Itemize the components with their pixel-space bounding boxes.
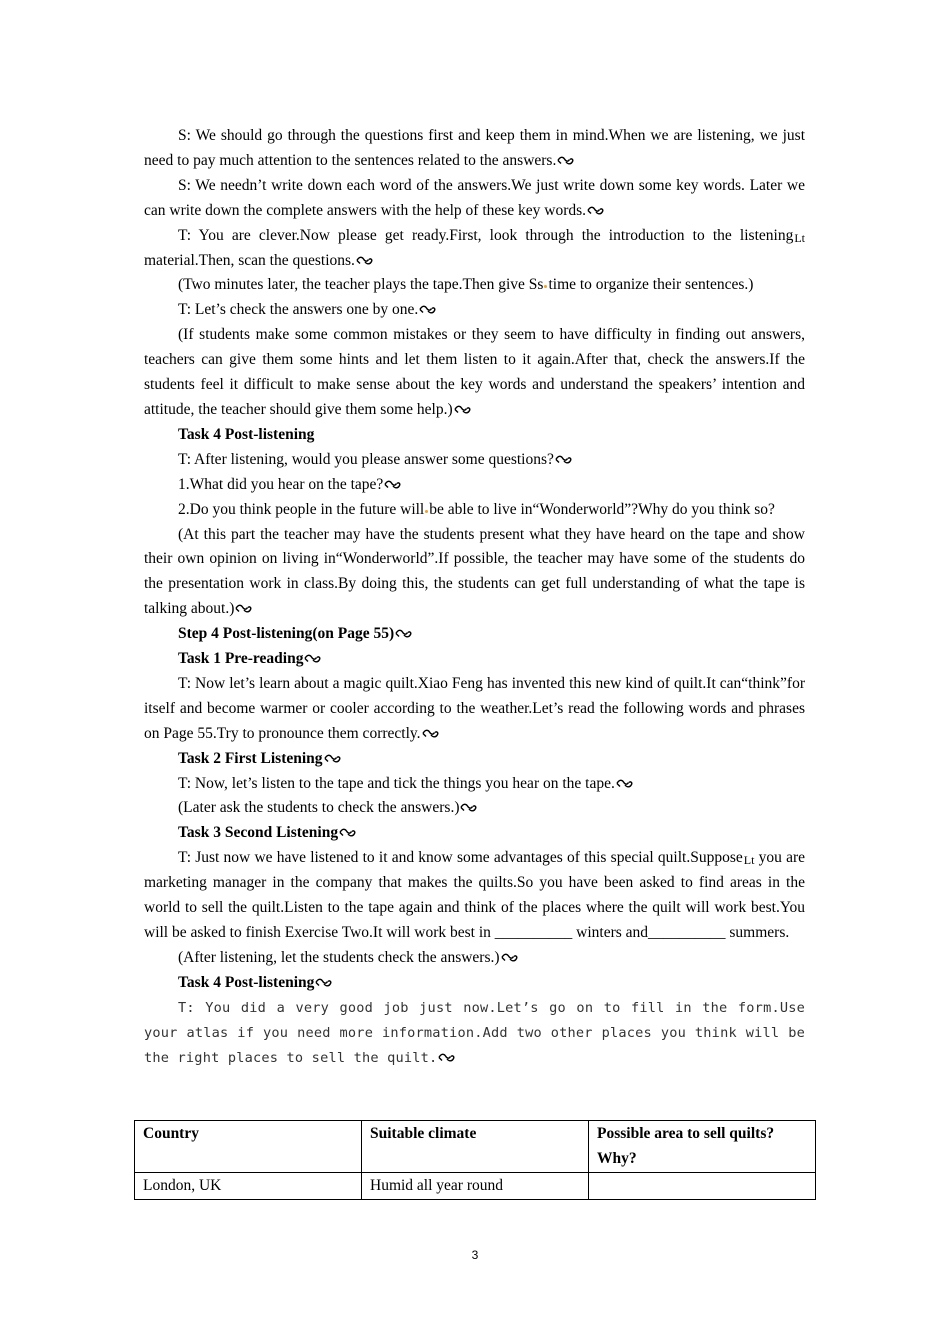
paragraph xyxy=(144,224,805,274)
paragraph-mark-icon xyxy=(304,653,321,664)
paragraph-text: T: Now let’s learn about a magic quilt.Xiao Feng has invented this new kind of quilt.It can“think”for itself and become warmer or cooler according to the weather.Let’s read the following words and phrases on Page 55.Try to pronounce them correctly. xyxy=(144,674,805,742)
paragraph-text: (Two minutes later, the teacher plays the tape.Then give Ss xyxy=(178,276,544,294)
paragraph-text: T: After listening, would you please answer some questions? xyxy=(178,450,554,468)
paragraph-mark-icon xyxy=(587,205,604,216)
paragraph xyxy=(144,523,805,623)
paragraph xyxy=(144,124,805,174)
section-heading xyxy=(144,647,805,672)
paragraph-mark-icon xyxy=(339,827,356,838)
paragraph xyxy=(144,796,805,821)
paragraph xyxy=(144,498,805,523)
paragraph-text: (Later ask the students to check the answers.) xyxy=(178,799,460,817)
paragraph xyxy=(144,672,805,747)
table-cell-area xyxy=(589,1172,816,1199)
paragraph-text: (After listening, let the students check the answers.) xyxy=(178,948,500,966)
page-number: 3 xyxy=(471,1248,479,1262)
paragraph-text: T: You are clever.Now please get ready.First, look through the introduction to the listening xyxy=(178,226,794,244)
paragraph-text: Task 4 Post-listening xyxy=(178,425,315,443)
paragraph-mark-icon xyxy=(501,952,518,963)
paragraph-mark-icon xyxy=(356,255,373,266)
paragraph-text: (If students make some common mistakes or they seem to have difficulty in finding out answers, teachers can give them some hints and let them listen to it again.After that, check the answers.If the students feel it difficult to make sense about the key words and understand the speakers’ intention and attitude, the teacher should give them some help.) xyxy=(144,326,805,418)
paragraph-text: 1.What did you hear on the tape? xyxy=(178,475,384,493)
table-cell-climate: Humid all year round xyxy=(362,1172,589,1199)
line-break-mark-icon: Lt xyxy=(794,230,805,245)
paragraph-text: Task 3 Second Listening xyxy=(178,824,339,842)
section-heading xyxy=(144,622,805,647)
paragraph-text: 2.Do you think people in the future will xyxy=(178,500,425,518)
paragraph xyxy=(144,323,805,423)
paragraph-mark-icon xyxy=(419,304,436,315)
paragraph-text: T: Just now we have listened to it and know some advantages of this special quilt.Suppose xyxy=(178,849,743,867)
paragraph-text: T: Now, let’s listen to the tape and tick the things you hear on the tape. xyxy=(178,774,615,792)
paragraph xyxy=(144,846,805,946)
paragraph-text: T: Let’s check the answers one by one. xyxy=(178,301,419,319)
line-break-mark-icon: Lt xyxy=(743,853,755,868)
paragraph-text-continued: you are marketing manager in the company that makes the quilts.So you have been asked to find areas in the world to sell the quilt.Listen to the tape again and think of the places where the quilt will work best.You will be asked to finish Exercise Two.It will work best in __________ winters and__________ summers. xyxy=(144,849,806,941)
table-header-area: Possible area to sell quilts? Why? xyxy=(589,1121,816,1173)
paragraph-mark-icon xyxy=(384,479,401,490)
section-heading xyxy=(144,821,805,846)
paragraph-mark-icon xyxy=(555,454,572,465)
paragraph xyxy=(144,448,805,473)
paragraph xyxy=(144,772,805,797)
paragraph-text-continued: be able to live in“Wonderworld”?Why do you think so? xyxy=(429,500,775,518)
paragraph-mark-icon xyxy=(422,728,439,739)
table-header-climate: Suitable climate xyxy=(362,1121,589,1173)
body-text xyxy=(144,124,805,1070)
paragraph-text-continued: material.Then, scan the questions. xyxy=(144,251,355,269)
paragraph-text: T: You did a very good job just now.Let’s go on to fill in the form.Use your atlas if you need more information.Add two other places you think will be the right places to sell the quilt. xyxy=(144,999,805,1066)
paragraph-mark-icon xyxy=(315,977,332,988)
quilt-market-table xyxy=(134,1120,816,1200)
paragraph xyxy=(144,946,805,971)
paragraph xyxy=(144,996,805,1071)
paragraph-text: Task 4 Post-listening xyxy=(178,973,315,991)
anchor-dot-icon xyxy=(425,510,428,513)
paragraph xyxy=(144,298,805,323)
paragraph-mark-icon xyxy=(438,1052,455,1063)
paragraph xyxy=(144,174,805,224)
paragraph-text: Step 4 Post-listening(on Page 55) xyxy=(178,625,395,643)
paragraph-mark-icon xyxy=(395,628,412,639)
paragraph-mark-icon xyxy=(616,778,633,789)
paragraph-text: Task 2 First Listening xyxy=(178,749,323,767)
section-heading xyxy=(144,971,805,996)
paragraph-mark-icon xyxy=(324,753,341,764)
anchor-dot-icon xyxy=(544,285,547,288)
paragraph-text: Task 1 Pre-reading xyxy=(178,650,304,668)
section-heading xyxy=(144,423,805,448)
table-header-country: Country xyxy=(135,1121,362,1173)
paragraph xyxy=(144,473,805,498)
table-header-row xyxy=(135,1121,816,1173)
paragraph-text-continued: time to organize their sentences.) xyxy=(548,276,754,294)
paragraph-mark-icon xyxy=(557,155,574,166)
paragraph-mark-icon xyxy=(235,603,252,614)
paragraph xyxy=(144,273,805,298)
paragraph-text: S: We needn’t write down each word of the answers.We just write down some key words. Later we can write down the complete answers with the help of these key words. xyxy=(144,176,805,219)
section-heading xyxy=(144,747,805,772)
table-cell-country: London, UK xyxy=(135,1172,362,1199)
paragraph-mark-icon xyxy=(454,404,471,415)
table-row xyxy=(135,1172,816,1199)
paragraph-mark-icon xyxy=(460,802,477,813)
paragraph-text: S: We should go through the questions first and keep them in mind.When we are listening, we just need to pay much attention to the sentences related to the answers. xyxy=(144,127,805,169)
paragraph-text: (At this part the teacher may have the students present what they have heard on the tape and show their own opinion on living in“Wonderworld”.If possible, the teacher may have some of the students do the presentation work in class.By doing this, the students can get full understanding of what the tape is talking about.) xyxy=(144,525,805,618)
